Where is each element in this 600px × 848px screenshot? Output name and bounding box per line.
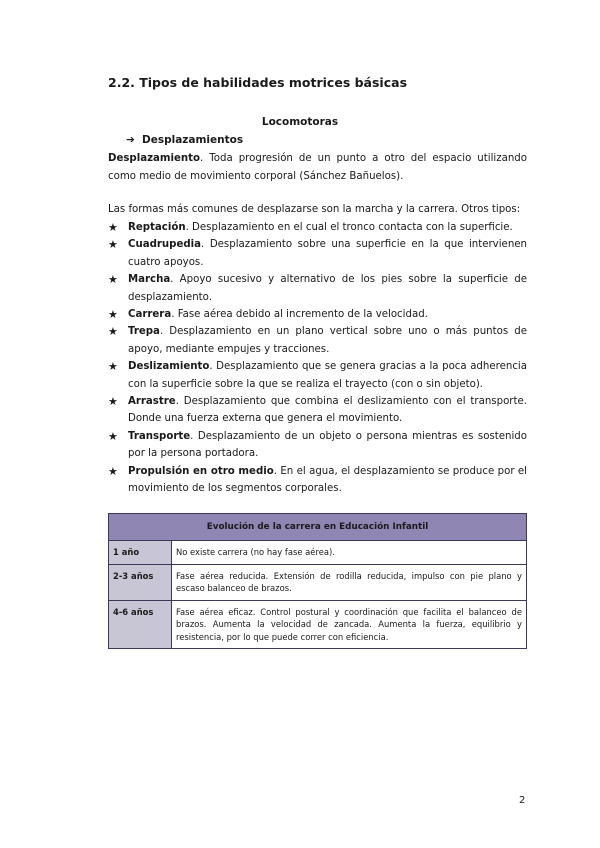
list-item bbox=[108, 306, 527, 323]
evolution-table bbox=[108, 513, 527, 649]
types-list bbox=[108, 219, 527, 498]
list-item-text: . Desplazamiento que se genera gracias a la poca adherencia con la superficie sobre la que se realiza el trayecto (con o sin objeto). bbox=[128, 361, 527, 390]
arrow-heading bbox=[126, 134, 243, 146]
list-item bbox=[108, 271, 527, 306]
list-item bbox=[108, 463, 527, 498]
list-item-term: Carrera bbox=[128, 309, 172, 321]
table-header-row bbox=[109, 514, 527, 541]
star-icon: ★ bbox=[108, 395, 118, 409]
table-row bbox=[109, 600, 527, 649]
table-cell-age: 2-3 años bbox=[109, 564, 172, 600]
section-title: 2.2. Tipos de habilidades motrices básicas bbox=[108, 75, 408, 90]
table-cell-description: Fase aérea eficaz. Control postural y coordinación que facilita el balanceo de brazos. Aumenta la velocidad de zancada. Aumenta la fuerza, equilibrio y resistencia, por lo que puede correr con eficiencia. bbox=[172, 600, 527, 649]
list-item-term: Deslizamiento bbox=[128, 361, 210, 373]
list-item-term: Reptación bbox=[128, 222, 186, 233]
star-icon: ★ bbox=[108, 238, 118, 252]
table-row bbox=[109, 564, 527, 600]
definition-paragraph bbox=[108, 150, 527, 185]
list-item-term: Cuadrupedia bbox=[128, 239, 202, 251]
subheading-locomotoras: Locomotoras bbox=[261, 116, 339, 128]
list-item-text: . Desplazamiento que combina el deslizamiento con el transporte. Donde una fuerza externa que genera el movimiento. bbox=[128, 396, 527, 425]
table-cell-description: No existe carrera (no hay fase aérea). bbox=[172, 541, 527, 565]
star-icon: ★ bbox=[108, 464, 118, 478]
definition-term: Desplazamiento bbox=[108, 153, 201, 164]
page-number: 2 bbox=[519, 795, 526, 806]
list-item-text: . Desplazamiento de un objeto o persona mientras es sostenido por la persona portadora. bbox=[128, 430, 527, 460]
arrow-right-icon: ➔ bbox=[126, 134, 135, 146]
list-item-text: . Apoyo sucesivo y alternativo de los pies sobre la superficie de desplazamiento. bbox=[128, 274, 527, 303]
arrow-heading-label: Desplazamientos bbox=[142, 134, 244, 146]
star-icon: ★ bbox=[108, 429, 118, 443]
list-item-text: . Desplazamiento sobre una superficie en la que intervienen cuatro apoyos. bbox=[128, 239, 527, 268]
table-title: Evolución de la carrera en Educación Infantil bbox=[109, 514, 527, 541]
star-icon: ★ bbox=[108, 308, 118, 322]
table-cell-age: 1 año bbox=[109, 541, 172, 565]
list-item-term: Transporte bbox=[128, 430, 191, 442]
star-icon: ★ bbox=[108, 360, 118, 374]
intro-paragraph: Las formas más comunes de desplazarse son la marcha y la carrera. Otros tipos: bbox=[108, 204, 521, 215]
table-row bbox=[109, 541, 527, 565]
list-item-term: Arrastre bbox=[128, 396, 176, 408]
table-cell-description: Fase aérea reducida. Extensión de rodilla reducida, impulso con pie plano y escaso balanceo de brazos. bbox=[172, 564, 527, 600]
list-item bbox=[108, 393, 527, 428]
list-item-text: . En el agua, el desplazamiento se produce por el movimiento de los segmentos corporales. bbox=[128, 465, 527, 495]
star-icon: ★ bbox=[108, 273, 118, 287]
list-item-term: Trepa bbox=[128, 326, 160, 338]
star-icon: ★ bbox=[108, 221, 118, 234]
list-item bbox=[108, 428, 527, 463]
definition-text: . Toda progresión de un punto a otro del espacio utilizando como medio de movimiento corporal (Sánchez Bañuelos). bbox=[108, 153, 527, 182]
list-item-text: . Desplazamiento en un plano vertical sobre uno o más puntos de apoyo, mediante empujes y tracciones. bbox=[128, 326, 527, 355]
list-item bbox=[108, 358, 527, 393]
list-item bbox=[108, 236, 527, 271]
table-cell-age: 4-6 años bbox=[109, 600, 172, 649]
list-item-text: . Desplazamiento en el cual el tronco contacta con la superficie. bbox=[185, 222, 513, 233]
list-item bbox=[108, 323, 527, 358]
list-item bbox=[108, 219, 527, 236]
star-icon: ★ bbox=[108, 325, 118, 339]
list-item-term: Marcha bbox=[128, 274, 171, 286]
list-item-text: . Fase aérea debido al incremento de la velocidad. bbox=[171, 309, 428, 321]
list-item-term: Propulsión en otro medio bbox=[128, 465, 274, 477]
